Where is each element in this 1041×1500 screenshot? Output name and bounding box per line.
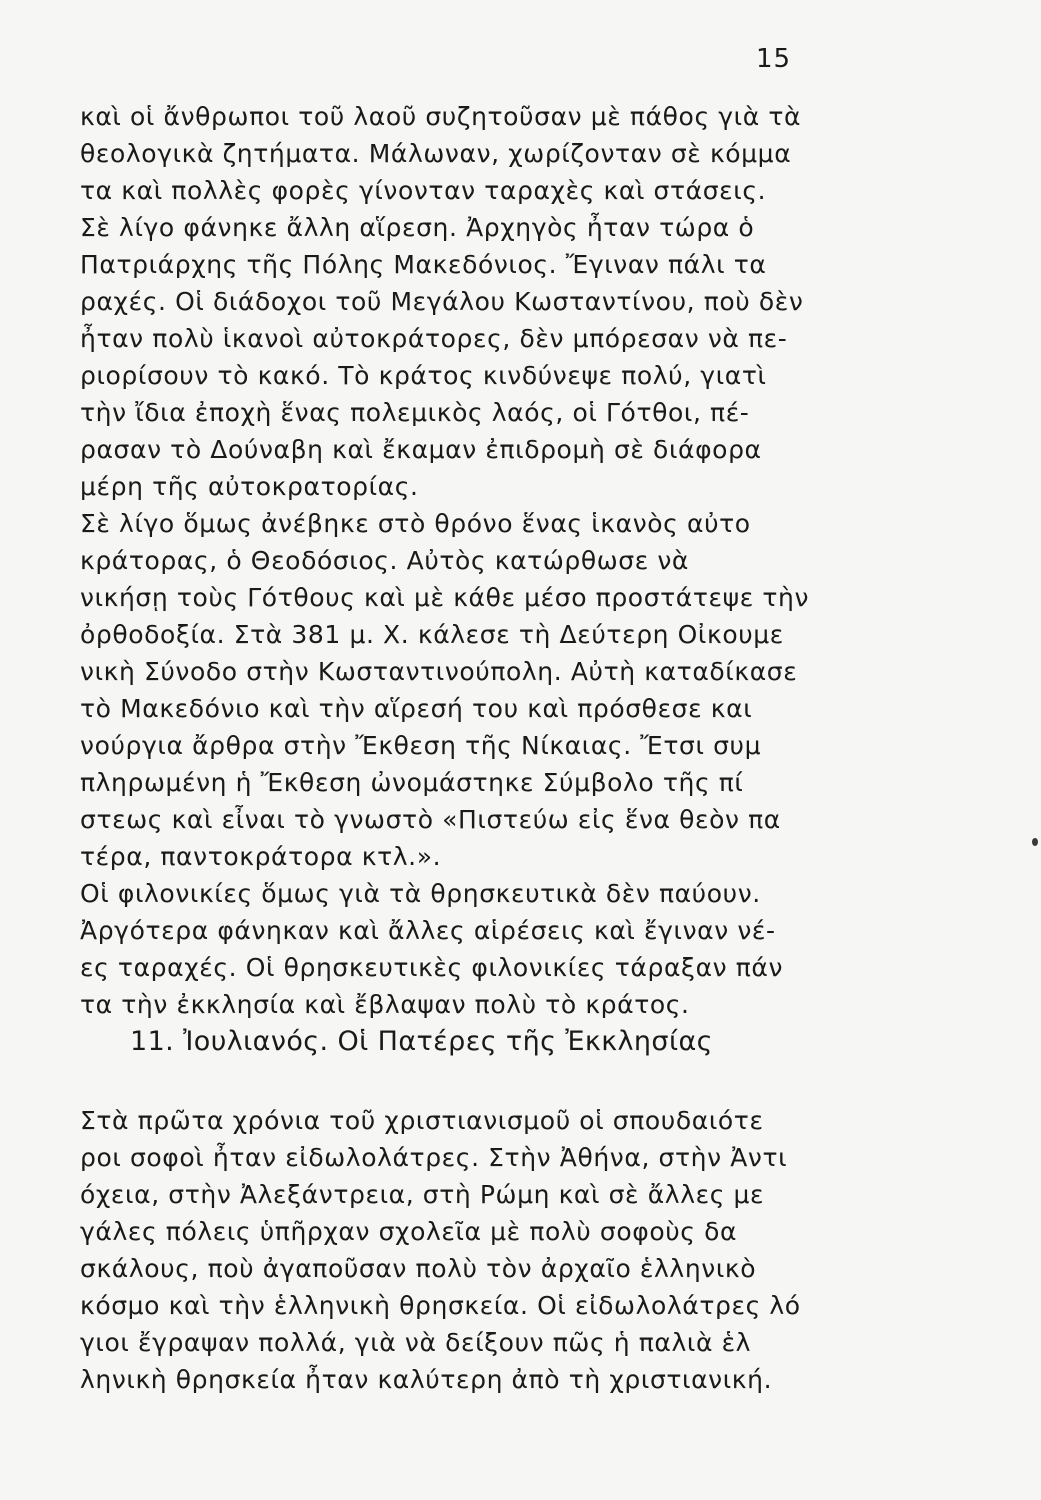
text-line: γιοι ἔγραψαν πολλά, γιὰ νὰ δείξουν πῶς ἡ παλιὰ ἑλ <box>80 1328 752 1357</box>
text-line: γάλες πόλεις ὑπῆρχαν σχολεῖα μὲ πολὺ σοφοὺς δα <box>80 1217 738 1246</box>
text-line: τὴν ἴδια ἐποχὴ ἕνας πολεμικὸς λαός, οἱ Γότθοι, πέ- <box>80 398 750 427</box>
text-line: ροι σοφοὶ ἦταν εἰδωλολάτρες. Στὴν Ἀθήνα, στὴν Ἀντι <box>80 1143 788 1172</box>
page-number: 15 <box>756 44 792 74</box>
text-line: Σὲ λίγο φάνηκε ἄλλη αἵρεση. Ἀρχηγὸς ἦταν τώρα ὁ <box>80 213 755 242</box>
text-line: τὸ Μακεδόνιο καὶ τὴν αἵρεσή του καὶ πρόσθεσε και <box>80 694 753 723</box>
text-line: ὀρθοδοξία. Στὰ 381 μ. Χ. κάλεσε τὴ Δεύτερη Οἰκουμε <box>80 620 784 649</box>
text-line: κράτορας, ὁ Θεοδόσιος. Αὐτὸς κατώρθωσε νὰ <box>80 546 690 575</box>
text-line: τέρα, παντοκράτορα κτλ.». <box>80 842 442 871</box>
text-line: θεολογικὰ ζητήματα. Μάλωναν, χωρίζονταν σὲ κόμμα <box>80 139 792 168</box>
text-line: ἦταν πολὺ ἱκανοὶ αὐτοκράτορες, δὲν μπόρεσαν νὰ πε- <box>80 324 788 353</box>
text-line: νούργια ἄρθρα στὴν Ἔκθεση τῆς Νίκαιας. Ἔτσι συμ <box>80 731 762 760</box>
text-line: ληνικὴ θρησκεία ἦταν καλύτερη ἀπὸ τὴ χριστιανική. <box>80 1365 773 1394</box>
text-line: τα καὶ πολλὲς φορὲς γίνονταν ταραχὲς καὶ στάσεις. <box>80 176 767 205</box>
text-line: καὶ οἱ ἄνθρωποι τοῦ λαοῦ συζητοῦσαν μὲ πάθος γιὰ τὰ <box>80 102 802 131</box>
text-line: ραχές. Οἱ διάδοχοι τοῦ Μεγάλου Κωσταντίνου, ποὺ δὲν <box>80 287 804 316</box>
text-line: Ἀργότερα φάνηκαν καὶ ἄλλες αἱρέσεις καὶ ἔγιναν νέ- <box>80 916 776 945</box>
text-line: Στὰ πρῶτα χρόνια τοῦ χριστιανισμοῦ οἱ σπουδαιότε <box>80 1106 764 1135</box>
text-line: πληρωμένη ἡ Ἔκθεση ὠνομάστηκε Σύμβολο τῆς πί <box>80 768 744 797</box>
text-line: μέρη τῆς αὐτοκρατορίας. <box>80 472 419 501</box>
text-line: κόσμο καὶ τὴν ἑλληνικὴ θρησκεία. Οἱ εἰδωλολάτρες λό <box>80 1291 801 1320</box>
body-text-after-heading <box>80 1102 820 1398</box>
section-heading: 11. Ἰουλιανός. Οἱ Πατέρες τῆς Ἐκκλησίας <box>130 1026 713 1057</box>
text-line: στεως καὶ εἶναι τὸ γνωστὸ «Πιστεύω εἰς ἕνα θεὸν πα <box>80 805 781 834</box>
scan-ink-spot <box>1032 838 1038 846</box>
text-line: τα τὴν ἐκκλησία καὶ ἔβλαψαν πολὺ τὸ κράτος. <box>80 990 690 1019</box>
text-line: ριορίσουν τὸ κακό. Τὸ κράτος κινδύνεψε πολύ, γιατὶ <box>80 361 767 390</box>
text-line: Σὲ λίγο ὅμως ἀνέβηκε στὸ θρόνο ἕνας ἱκανὸς αὐτο <box>80 509 751 538</box>
text-line: νικήσῃ τοὺς Γότθους καὶ μὲ κάθε μέσο προστάτεψε τὴν <box>80 583 810 612</box>
text-line: Οἱ φιλονικίες ὅμως γιὰ τὰ θρησκευτικὰ δὲν παύουν. <box>80 879 761 908</box>
text-line: ες ταραχές. Οἱ θρησκευτικὲς φιλονικίες τάραξαν πάν <box>80 953 784 982</box>
text-line: όχεια, στὴν Ἀλεξάντρεια, στὴ Ρώμη καὶ σὲ ἄλλες με <box>80 1180 765 1209</box>
text-line: ρασαν τὸ Δούναβη καὶ ἔκαμαν ἐπιδρομὴ σὲ διάφορα <box>80 435 762 464</box>
text-line: σκάλους, ποὺ ἀγαποῦσαν πολὺ τὸν ἀρχαῖο ἑλληνικὸ <box>80 1254 757 1283</box>
body-text-before-heading <box>80 98 820 1023</box>
text-line: νικὴ Σύνοδο στὴν Κωσταντινούπολη. Αὐτὴ καταδίκασε <box>80 657 798 686</box>
text-line: Πατριάρχης τῆς Πόλης Μακεδόνιος. Ἔγιναν πάλι τα <box>80 250 767 279</box>
